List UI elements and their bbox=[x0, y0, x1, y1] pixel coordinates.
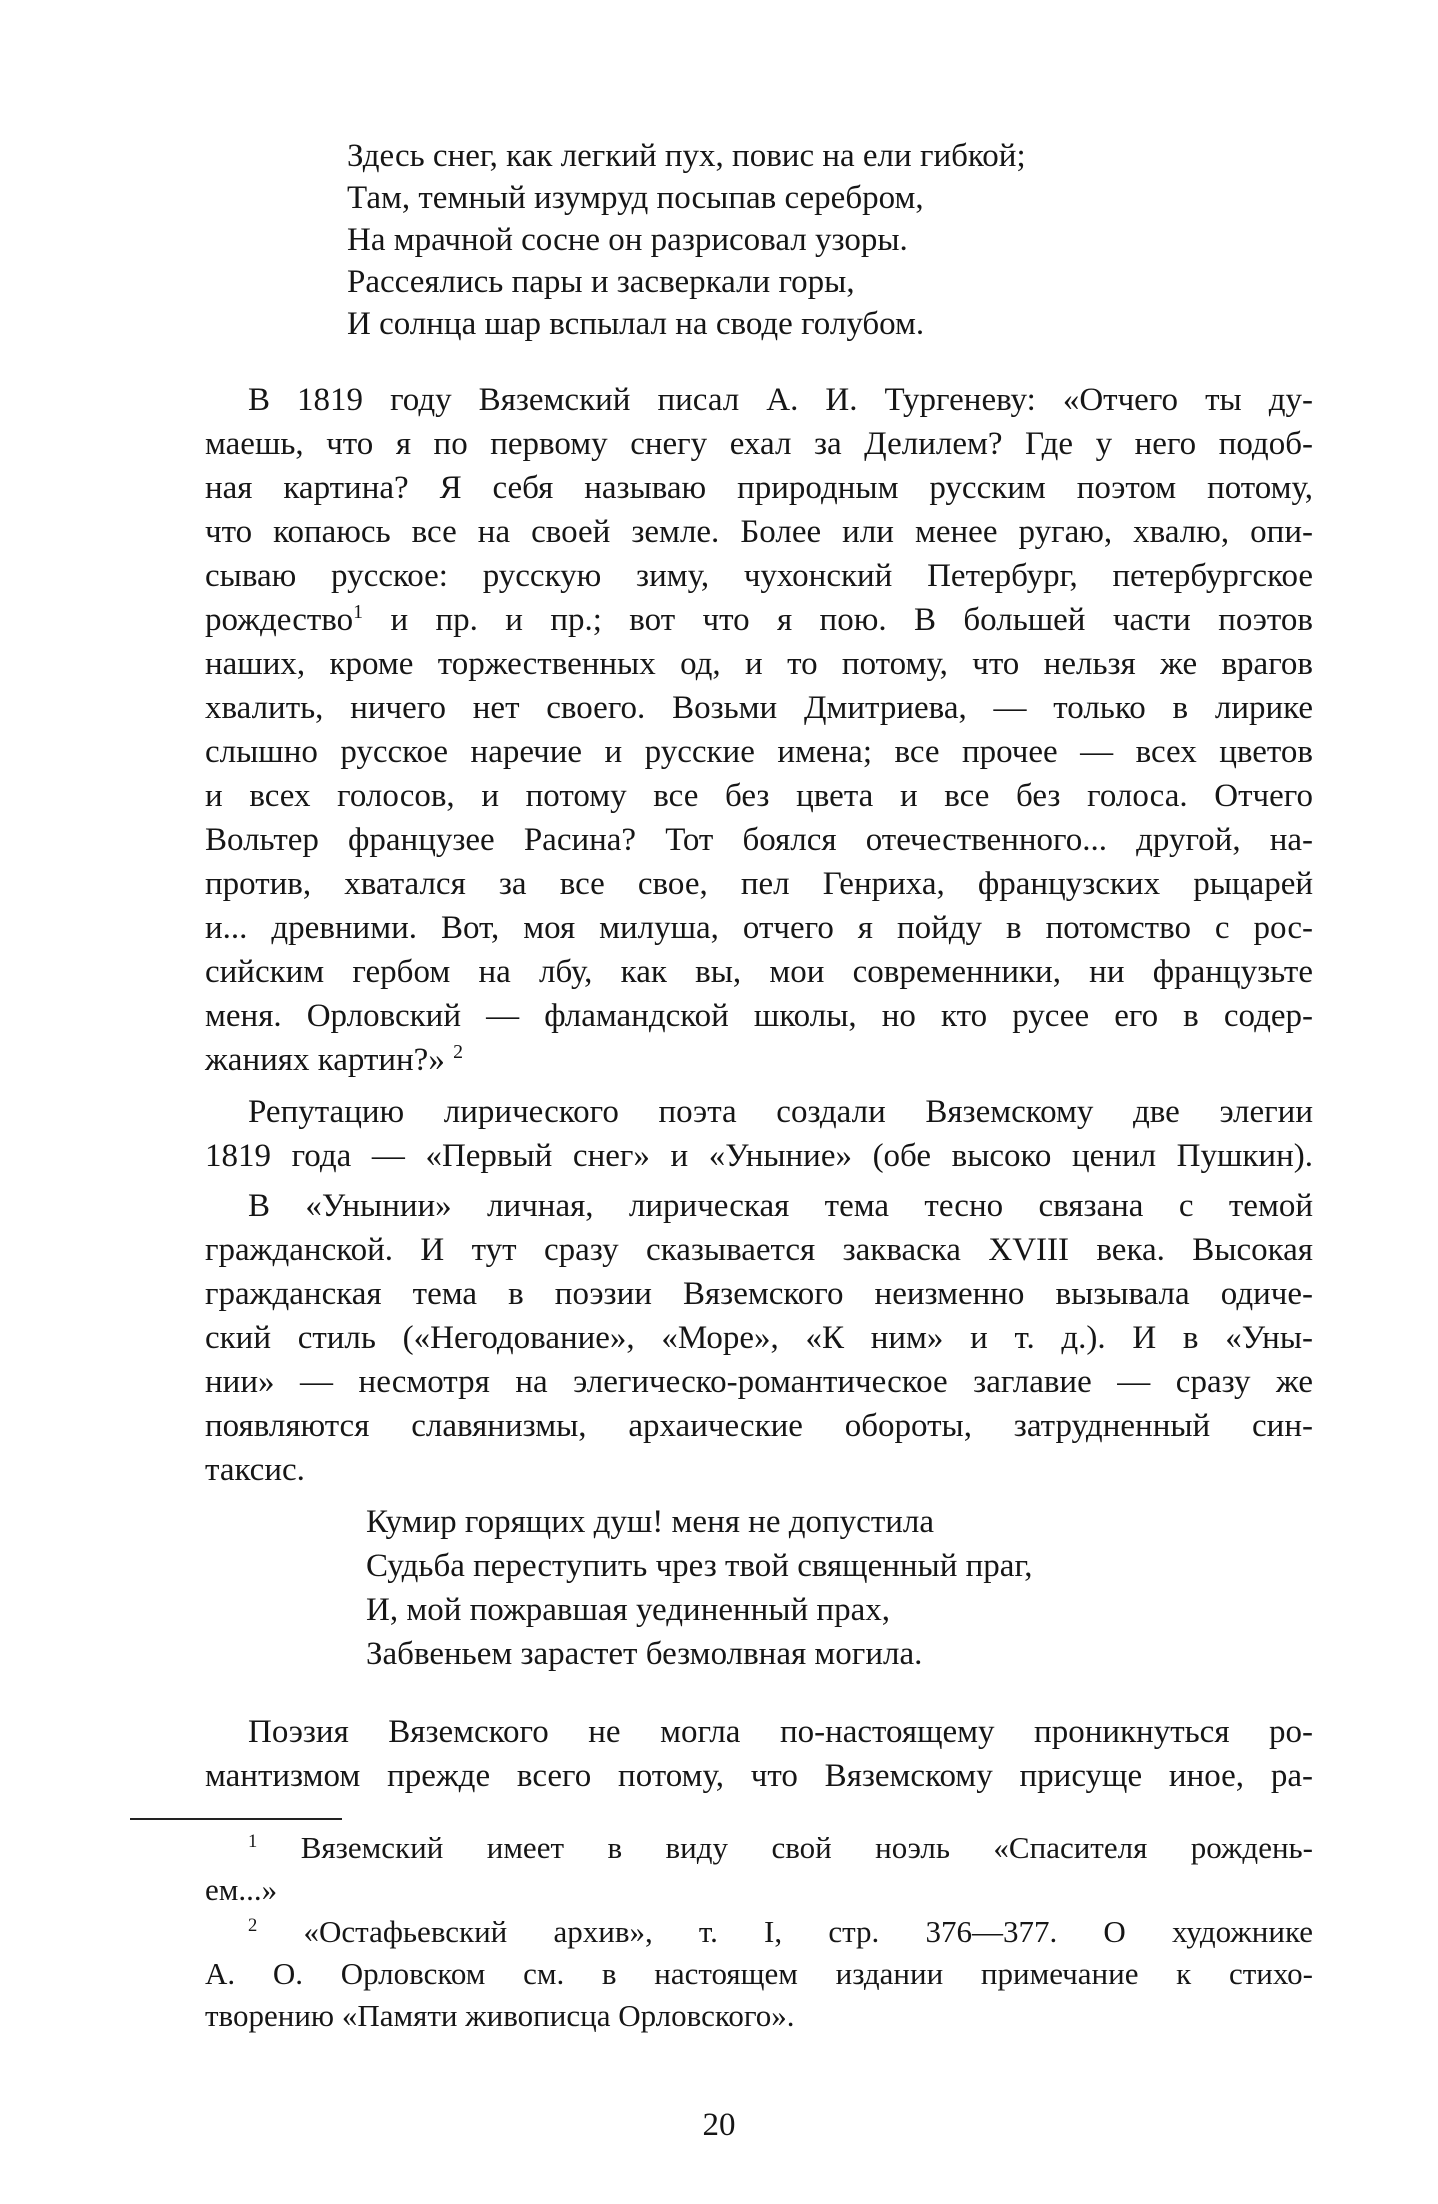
footnote-number: 2 bbox=[248, 1914, 258, 1936]
text-line: таксис. bbox=[205, 1452, 305, 1488]
text-line: и всех голосов, и потому все без цвета и все без голоса. Отчего bbox=[205, 778, 1313, 814]
poem-line: Здесь снег, как легкий пух, повис на ели гибкой; bbox=[347, 138, 1026, 174]
text-line: против, хватался за все свое, пел Генриха, французских рыцарей bbox=[205, 866, 1313, 902]
footnote-ref: 2 bbox=[453, 1041, 463, 1064]
footnote-line: $^1$ Вяземский имеет в виду свой ноэль «Спасителя рождень- bbox=[248, 1830, 1313, 1865]
text-line: Вольтер французее Расина? Тот боялся отечественного... другой, на- bbox=[205, 822, 1313, 858]
text-line: ная картина? Я себя называю природным русским поэтом потому, bbox=[205, 470, 1313, 506]
footnote-divider bbox=[130, 1818, 342, 1820]
text-line: мантизмом прежде всего потому, что Вяземскому присуще иное, ра- bbox=[205, 1758, 1313, 1794]
text-line: слышно русское наречие и русские имена; все прочее — всех цветов bbox=[205, 734, 1313, 770]
text-line: что копаюсь все на своей земле. Более или менее ругаю, хвалю, опи- bbox=[205, 514, 1313, 550]
text-line: и... древними. Вот, моя милуша, отчего я пойду в потомство с рос- bbox=[205, 910, 1313, 946]
poem-line: Там, темный изумруд посыпав серебром, bbox=[347, 180, 924, 216]
footnote-line: $^2$ «Остафьевский архив», т. I, стр. 376—377. О художнике bbox=[248, 1914, 1313, 1949]
text-line: сываю русское: русскую зиму, чухонский Петербург, петербургское bbox=[205, 558, 1313, 594]
text-line: жаниях картин?» $^2$ bbox=[205, 1041, 463, 1078]
text-line: гражданской. И тут сразу сказывается закваска XVIII века. Высокая bbox=[205, 1232, 1313, 1268]
text-line: В 1819 году Вяземский писал А. И. Тургеневу: «Отчего ты ду- bbox=[248, 382, 1313, 418]
text-line: появляются славянизмы, архаические обороты, затрудненный син- bbox=[205, 1408, 1313, 1444]
text-line: Поэзия Вяземского не могла по-настоящему проникнуться ро- bbox=[248, 1714, 1313, 1750]
footnote-ref: 1 bbox=[353, 601, 364, 624]
text-line: хвалить, ничего нет своего. Возьми Дмитриева, — только в лирике bbox=[205, 690, 1313, 726]
text-line: Репутацию лирического поэта создали Вяземскому две элегии bbox=[248, 1094, 1313, 1130]
footnote-line: А. О. Орловском см. в настоящем издании примечание к стихо- bbox=[205, 1956, 1313, 1991]
text-line: рождество$^1$ и пр. и пр.; вот что я пою. В большей части поэтов bbox=[205, 601, 1313, 638]
page-number: 20 bbox=[702, 2107, 736, 2143]
text-line: нии» — несмотря на элегическо-романтическое заглавие — сразу же bbox=[205, 1364, 1313, 1400]
poem-line: Судьба переступить чрез твой священный праг, bbox=[366, 1548, 1033, 1584]
text-line: сийским гербом на лбу, как вы, мои современники, ни французьте bbox=[205, 954, 1313, 990]
poem-line: Кумир горящих душ! меня не допустила bbox=[366, 1504, 935, 1540]
text-line: 1819 года — «Первый снег» и «Уныние» (обе высоко ценил Пушкин). bbox=[205, 1138, 1313, 1174]
footnote-number: 1 bbox=[248, 1830, 258, 1852]
poem-line: Рассеялись пары и засверкали горы, bbox=[347, 264, 855, 300]
text-line: ский стиль («Негодование», «Море», «К ним» и т. д.). И в «Уны- bbox=[205, 1320, 1313, 1356]
text-line: меня. Орловский — фламандской школы, но кто русее его в содер- bbox=[205, 998, 1313, 1034]
footnote-line: творению «Памяти живописца Орловского». bbox=[205, 1998, 795, 2033]
text-line: В «Унынии» личная, лирическая тема тесно связана с темой bbox=[248, 1188, 1313, 1224]
poem-line: И солнца шар вспылал на своде голубом. bbox=[347, 306, 925, 342]
text-line: наших, кроме торжественных од, и то потому, что нельзя же врагов bbox=[205, 646, 1313, 682]
poem-line: Забвеньем зарастет безмолвная могила. bbox=[366, 1636, 923, 1672]
poem-line: На мрачной сосне он разрисовал узоры. bbox=[347, 222, 908, 258]
text-line: маешь, что я по первому снегу ехал за Делилем? Где у него подоб- bbox=[205, 426, 1313, 462]
footnote-line: ем...» bbox=[205, 1872, 278, 1907]
poem-line: И, мой пожравшая уединенный прах, bbox=[366, 1592, 890, 1628]
text-line: гражданская тема в поэзии Вяземского неизменно вызывала одиче- bbox=[205, 1276, 1313, 1312]
